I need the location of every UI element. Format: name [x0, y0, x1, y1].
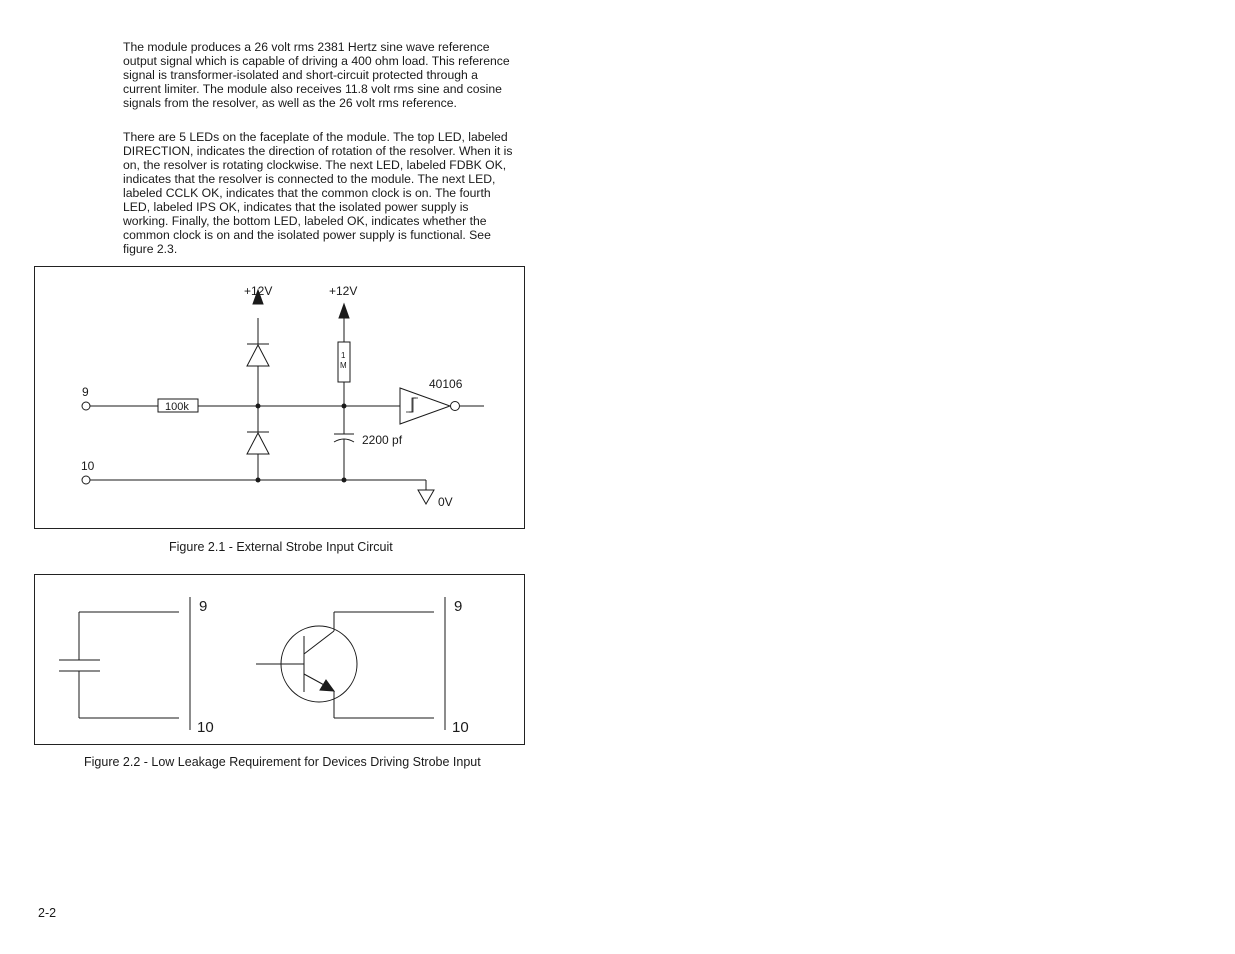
low-leakage-diagram	[34, 574, 525, 745]
schmitt-inverter-icon	[400, 388, 460, 424]
external-strobe-circuit-diagram	[34, 266, 525, 529]
pullup-label-2: M	[339, 360, 347, 370]
terminal-10	[82, 476, 90, 484]
pin-9-label: 9	[81, 384, 89, 399]
figure-2-1-caption: Figure 2.1 - External Strobe Input Circuit	[169, 540, 393, 554]
terminal-9	[82, 402, 90, 410]
transistor-icon	[256, 612, 434, 718]
junction-dot	[341, 403, 346, 408]
left-pin-10-label: 10	[196, 718, 214, 736]
junction-dot	[341, 477, 346, 482]
pin-10-label: 10	[80, 458, 94, 473]
vcc-label-1: +12V	[243, 283, 272, 298]
diode-upper-icon	[247, 344, 269, 366]
figure-2-2-caption: Figure 2.2 - Low Leakage Requirement for Devices Driving Strobe Input	[84, 755, 481, 769]
ground-icon	[418, 490, 434, 504]
junction-dot	[255, 403, 260, 408]
paragraph-reference-signal: The module produces a 26 volt rms 2381 Hertz sine wave reference output signal which is capable of driving a 400 ohm load. This reference signal is transformer-isolated and short-circuit protected through a current limiter. The module also receives 11.8 volt rms sine and cosine signals from the resolver, as well as the 26 volt rms reference.	[123, 40, 510, 110]
diode-lower-icon	[247, 432, 269, 454]
figure-2-2-frame	[34, 574, 525, 745]
pullup-label-1: 1	[340, 350, 345, 360]
ground-label: 0V	[437, 494, 453, 509]
right-pin-9-label: 9	[453, 597, 462, 615]
capacitor-icon	[59, 612, 179, 718]
junction-dot	[255, 477, 260, 482]
capacitor-label: 2200 pf	[361, 432, 402, 447]
arrow-up-icon	[339, 304, 349, 318]
paragraph-leds: There are 5 LEDs on the faceplate of the module. The top LED, labeled DIRECTION, indicates the direction of rotation of the resolver. When it is on, the resolver is rotating clockwise. The next LED, labeled FDBK OK, indicates that the resolver is connected to the module. The next LED, labeled CCLK OK, indicates that the common clock is on. The fourth LED, labeled IPS OK, indicates that the isolated power supply is working. Finally, the bottom LED, labeled OK, indicates whether the common clock is on and the isolated power supply is functional. See figure 2.3.	[123, 130, 513, 256]
right-pin-10-label: 10	[451, 718, 469, 736]
ic-label: 40106	[428, 376, 462, 391]
resistor-label: 100k	[164, 400, 189, 413]
figure-2-1-frame	[34, 266, 525, 529]
vcc-label-2: +12V	[328, 283, 357, 298]
page-number: 2-2	[38, 906, 57, 920]
left-pin-9-label: 9	[198, 597, 207, 615]
